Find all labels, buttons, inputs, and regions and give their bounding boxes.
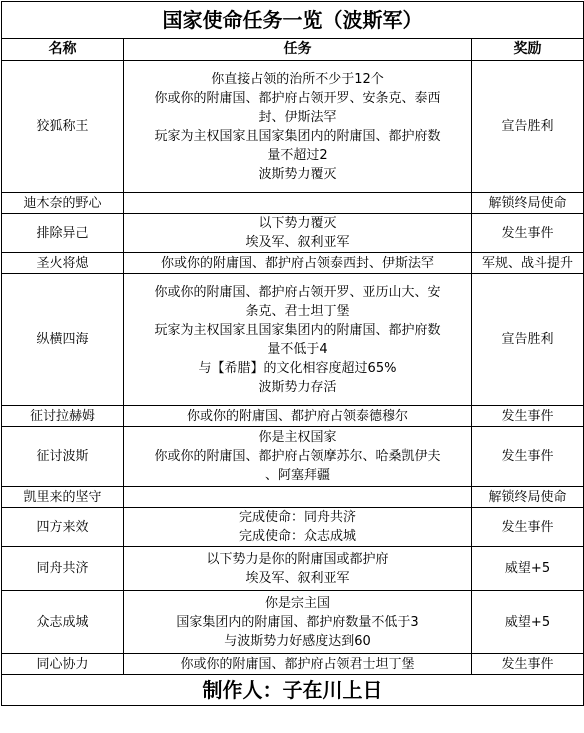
mission-reward: 威望+5 bbox=[472, 591, 584, 654]
mission-name: 凯里来的坚守 bbox=[2, 487, 124, 508]
mission-reward: 威望+5 bbox=[472, 547, 584, 591]
table-row bbox=[2, 547, 584, 591]
mission-task-line: 国家集团内的附庸国、都护府数量不低于3 bbox=[176, 614, 419, 630]
mission-task-line: 封、伊斯法罕 bbox=[258, 109, 337, 125]
mission-reward: 军规、战斗提升 bbox=[472, 253, 584, 274]
mission-task-line: 量不低于4 bbox=[267, 341, 328, 357]
column-header-reward: 奖励 bbox=[472, 39, 584, 61]
table-row bbox=[2, 61, 584, 193]
table-row bbox=[2, 274, 584, 406]
mission-task-line: 与波斯势力好感度达到60 bbox=[224, 633, 371, 649]
mission-task bbox=[124, 253, 472, 274]
mission-name: 四方来效 bbox=[2, 508, 124, 547]
table-row bbox=[2, 406, 584, 427]
mission-task-line: 你或你的附庸国、都护府占领君士坦丁堡 bbox=[180, 656, 415, 672]
mission-reward: 解锁终局使命 bbox=[472, 487, 584, 508]
column-header-task: 任务 bbox=[124, 39, 472, 61]
mission-task-line: 与【希腊】的文化相容度超过65% bbox=[198, 360, 397, 376]
mission-name: 征讨拉赫姆 bbox=[2, 406, 124, 427]
mission-name: 同舟共济 bbox=[2, 547, 124, 591]
mission-task-line: 玩家为主权国家且国家集团内的附庸国、都护府数 bbox=[154, 128, 441, 144]
mission-reward: 发生事件 bbox=[472, 654, 584, 675]
mission-task-line: 你或你的附庸国、都护府占领泰德穆尔 bbox=[186, 408, 408, 424]
mission-task-line: 埃及军、叙利亚军 bbox=[245, 570, 350, 586]
mission-table-body bbox=[2, 2, 584, 675]
column-header-name: 名称 bbox=[2, 39, 124, 61]
mission-task-line: 以下势力覆灭 bbox=[258, 216, 337, 231]
mission-task-line: 你或你的附庸国、都护府占领摩苏尔、哈桑凯伊夫 bbox=[154, 449, 441, 464]
mission-task bbox=[124, 547, 472, 591]
mission-name: 众志成城 bbox=[2, 591, 124, 654]
table-row bbox=[2, 427, 584, 487]
mission-task bbox=[124, 274, 472, 406]
mission-task-line: 你直接占领的治所不少于12个 bbox=[211, 71, 384, 87]
mission-task-line: 波斯势力覆灭 bbox=[258, 166, 337, 182]
mission-task bbox=[124, 193, 472, 214]
table-row bbox=[2, 654, 584, 675]
mission-name: 同心协力 bbox=[2, 654, 124, 675]
mission-task-line: 玩家为主权国家且国家集团内的附庸国、都护府数 bbox=[154, 322, 441, 338]
mission-task-line: 完成使命：众志成城 bbox=[238, 529, 356, 544]
mission-task-line: 你或你的附庸国、都护府占领泰西封、伊斯法罕 bbox=[160, 255, 434, 271]
mission-table bbox=[1, 1, 584, 706]
table-row bbox=[2, 214, 584, 253]
table-row bbox=[2, 253, 584, 274]
mission-reward: 发生事件 bbox=[472, 427, 584, 487]
mission-reward: 发生事件 bbox=[472, 406, 584, 427]
mission-name: 纵横四海 bbox=[2, 274, 124, 406]
mission-task bbox=[124, 61, 472, 193]
mission-task bbox=[124, 654, 472, 675]
mission-name: 狡狐称王 bbox=[2, 61, 124, 193]
page-title: 国家使命任务一览（波斯军） bbox=[2, 2, 584, 39]
mission-reward: 宣告胜利 bbox=[472, 61, 584, 193]
table-row bbox=[2, 591, 584, 654]
mission-name: 征讨波斯 bbox=[2, 427, 124, 487]
mission-task-line: 你或你的附庸国、都护府占领开罗、亚历山大、安 bbox=[154, 284, 441, 300]
mission-task-line: 以下势力是你的附庸国或都护府 bbox=[206, 551, 389, 567]
mission-task-line: 完成使命：同舟共济 bbox=[238, 510, 356, 525]
mission-task-line: 你是宗主国 bbox=[264, 595, 330, 611]
mission-task bbox=[124, 427, 472, 487]
mission-task bbox=[124, 508, 472, 547]
mission-sheet bbox=[1, 1, 583, 731]
mission-task-line: 、阿塞拜疆 bbox=[264, 468, 330, 483]
mission-name: 圣火将熄 bbox=[2, 253, 124, 274]
mission-task-line: 波斯势力存活 bbox=[258, 379, 337, 395]
table-row bbox=[2, 508, 584, 547]
mission-reward: 宣告胜利 bbox=[472, 274, 584, 406]
mission-task bbox=[124, 406, 472, 427]
mission-task bbox=[124, 591, 472, 654]
mission-task-line: 你或你的附庸国、都护府占领开罗、安条克、泰西 bbox=[154, 90, 441, 106]
mission-name: 排除异己 bbox=[2, 214, 124, 253]
mission-reward: 发生事件 bbox=[472, 508, 584, 547]
mission-task-line: 你是主权国家 bbox=[258, 430, 337, 445]
mission-reward: 解锁终局使命 bbox=[472, 193, 584, 214]
table-row bbox=[2, 193, 584, 214]
mission-task-line: 量不超过2 bbox=[267, 147, 328, 163]
mission-task bbox=[124, 214, 472, 253]
table-row bbox=[2, 487, 584, 508]
table-header-row bbox=[2, 39, 584, 61]
mission-name: 迪木奈的野心 bbox=[2, 193, 124, 214]
mission-task-line: 条克、君士坦丁堡 bbox=[245, 303, 350, 319]
mission-task bbox=[124, 487, 472, 508]
mission-reward: 发生事件 bbox=[472, 214, 584, 253]
mission-task-line: 埃及军、叙利亚军 bbox=[245, 235, 350, 250]
author-credit: 制作人：子在川上日 bbox=[2, 675, 584, 706]
